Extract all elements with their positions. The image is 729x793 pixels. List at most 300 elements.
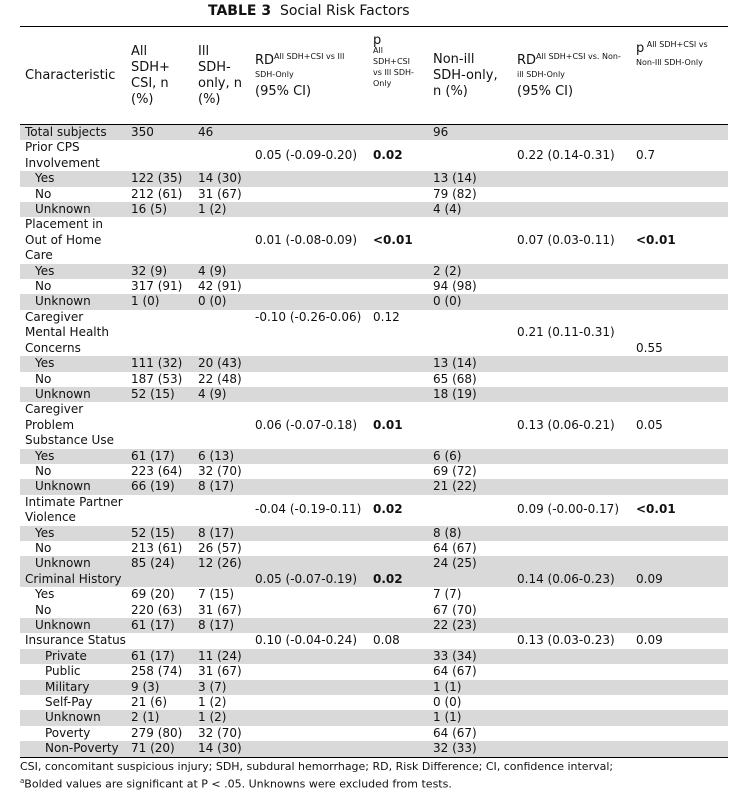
cell-p1: 0.08 xyxy=(373,633,400,648)
cell-rd1 xyxy=(250,187,368,202)
cell-all-sdh-csi: 16 (5) xyxy=(126,202,193,217)
row-label: Military xyxy=(20,680,126,695)
row-label: Yes xyxy=(20,526,126,541)
row-label: Yes xyxy=(20,356,126,371)
cell-ill-sdh-only: 4 (9) xyxy=(193,387,250,402)
cell-p2 xyxy=(631,449,728,464)
cell-rd2 xyxy=(512,464,631,479)
table-row-category xyxy=(20,125,728,141)
cell-rd2 xyxy=(512,202,631,217)
cell-all-sdh-csi: 85 (24) xyxy=(126,556,193,571)
cell-rd2 xyxy=(512,587,631,602)
cell-p1 xyxy=(368,202,428,217)
cell-ill-sdh-only: 11 (24) xyxy=(193,649,250,664)
table-title xyxy=(208,3,410,19)
cell-rd1 xyxy=(250,279,368,294)
cell-rd2 xyxy=(512,710,631,725)
table-row xyxy=(20,264,728,279)
cell-all-sdh-csi: 71 (20) xyxy=(126,741,193,757)
cell-rd2 xyxy=(512,649,631,664)
cell-all-sdh-csi xyxy=(126,140,193,171)
cell-rd1 xyxy=(250,618,368,633)
cell-nonill: 94 (98) xyxy=(433,279,477,294)
cell-rd1: 0.01 (-0.08-0.09) xyxy=(255,232,357,247)
cell-all-sdh-csi: 52 (15) xyxy=(126,526,193,541)
cell-all-sdh-csi: 279 (80) xyxy=(131,725,183,740)
cell-rd2 xyxy=(512,372,631,387)
table-row xyxy=(20,649,728,664)
table-row xyxy=(20,464,728,479)
header-p2: p $^{All SDH+CSI vs}$ Non-Ill SDH-Only xyxy=(631,27,728,125)
row-label: No xyxy=(35,186,52,201)
cell-nonill xyxy=(428,495,512,526)
cell-ill-sdh-only: 1 (2) xyxy=(193,202,250,217)
row-label: Unknown xyxy=(20,618,126,633)
cell-all-sdh-csi: 69 (20) xyxy=(131,587,175,602)
row-label: Yes xyxy=(20,171,126,186)
table-row xyxy=(20,680,728,695)
table-row-category xyxy=(20,572,728,587)
header-rd1: $RD^{All SDH+CSI}$ $^{vs Ill}$ SDH-Only (95% CI) xyxy=(250,27,368,125)
cell-rd1: 0.05 (-0.07-0.19) xyxy=(250,572,368,587)
cell-nonill: 0 (0) xyxy=(433,695,462,710)
table-number: TABLE 3 xyxy=(208,3,272,19)
table-row xyxy=(20,387,728,402)
cell-all-sdh-csi xyxy=(126,402,193,448)
table-row-category xyxy=(20,633,728,648)
cell-all-sdh-csi: 212 (61) xyxy=(131,186,183,201)
cell-p1 xyxy=(368,618,428,633)
cell-ill-sdh-only xyxy=(193,402,250,448)
cell-rd1 xyxy=(250,125,368,141)
table-row xyxy=(20,202,728,217)
table-row xyxy=(20,479,728,494)
cell-nonill: 96 xyxy=(428,125,512,141)
row-label: No xyxy=(35,540,52,555)
cell-p2 xyxy=(631,541,728,556)
table-row xyxy=(20,449,728,464)
table-row xyxy=(20,187,728,202)
table-row xyxy=(20,695,728,710)
cell-p1 xyxy=(368,356,428,371)
cell-all-sdh-csi: 52 (15) xyxy=(126,387,193,402)
cell-rd2 xyxy=(512,618,631,633)
cell-all-sdh-csi: 21 (6) xyxy=(131,695,168,710)
cell-p1 xyxy=(368,741,428,757)
cell-all-sdh-csi: 66 (19) xyxy=(126,479,193,494)
cell-rd1 xyxy=(250,664,368,679)
cell-p1 xyxy=(368,372,428,387)
cell-p1 xyxy=(368,526,428,541)
cell-p2 xyxy=(631,603,728,618)
cell-p2 xyxy=(631,387,728,402)
cell-ill-sdh-only: 1 (2) xyxy=(198,695,227,710)
cell-p2 xyxy=(631,680,728,695)
header-row xyxy=(20,27,728,125)
cell-p1 xyxy=(368,264,428,279)
header-ill-sdh-only: Ill SDH- only, n (%) xyxy=(193,27,250,125)
row-label: No xyxy=(35,279,52,294)
row-label: Public xyxy=(45,664,81,679)
cell-ill-sdh-only: 31 (67) xyxy=(198,664,242,679)
row-label: Total subjects xyxy=(20,125,126,141)
table-row xyxy=(20,279,728,294)
cell-ill-sdh-only: 32 (70) xyxy=(198,463,242,478)
cell-ill-sdh-only: 8 (17) xyxy=(193,618,250,633)
cell-ill-sdh-only: 32 (70) xyxy=(198,725,242,740)
cell-all-sdh-csi xyxy=(126,217,193,263)
cell-p2 xyxy=(631,264,728,279)
cell-ill-sdh-only: 14 (30) xyxy=(193,741,250,757)
cell-rd2 xyxy=(512,264,631,279)
cell-all-sdh-csi xyxy=(126,495,193,526)
cell-nonill: 22 (23) xyxy=(428,618,512,633)
cell-nonill: 18 (19) xyxy=(428,387,512,402)
cell-rd1 xyxy=(250,479,368,494)
cell-rd1 xyxy=(250,387,368,402)
cell-ill-sdh-only: 4 (9) xyxy=(193,264,250,279)
cell-nonill xyxy=(428,217,512,263)
cell-p2: 0.09 xyxy=(636,633,663,648)
cell-p2 xyxy=(631,187,728,202)
cell-all-sdh-csi xyxy=(126,572,193,587)
cell-p1: 0.01 xyxy=(373,417,403,432)
cell-p2 xyxy=(631,587,728,602)
header-rd2: $RD^{All SDH+CSI vs. Non-}$ ill SDH-Only (95% CI) xyxy=(512,27,631,125)
cell-all-sdh-csi xyxy=(126,310,193,356)
cell-ill-sdh-only xyxy=(193,310,250,356)
cell-rd1 xyxy=(250,710,368,725)
cell-p2 xyxy=(631,556,728,571)
table-row xyxy=(20,294,728,309)
cell-p1 xyxy=(368,464,428,479)
cell-rd1 xyxy=(250,202,368,217)
cell-p1 xyxy=(368,587,428,602)
cell-p1 xyxy=(368,695,428,710)
row-label: Placement in Out of Home Care xyxy=(25,217,104,263)
cell-nonill: 64 (67) xyxy=(433,664,477,679)
cell-all-sdh-csi: 317 (91) xyxy=(131,279,183,294)
footnote-abbreviations: CSI, concomitant suspicious injury; SDH, subdural hemorrhage; RD, Risk Difference; CI, confidence interval; xyxy=(20,760,614,773)
table-row xyxy=(20,726,728,741)
cell-rd2: 0.07 (0.03-0.11) xyxy=(517,232,615,247)
cell-rd2 xyxy=(512,171,631,186)
cell-nonill: 0 (0) xyxy=(428,294,512,309)
cell-rd1 xyxy=(250,464,368,479)
cell-nonill xyxy=(428,572,512,587)
cell-rd1 xyxy=(250,556,368,571)
cell-p2 xyxy=(631,202,728,217)
table-row xyxy=(20,587,728,602)
table-row xyxy=(20,710,728,725)
cell-p2: <0.01 xyxy=(636,502,676,517)
cell-all-sdh-csi: 111 (32) xyxy=(126,356,193,371)
cell-ill-sdh-only: 8 (17) xyxy=(193,526,250,541)
cell-ill-sdh-only: 42 (91) xyxy=(198,279,242,294)
cell-rd1 xyxy=(250,587,368,602)
cell-p2: 0.55 xyxy=(636,340,663,355)
row-label: Intimate Partner Violence xyxy=(25,494,123,525)
row-label: Criminal History xyxy=(20,572,126,587)
cell-rd2 xyxy=(512,526,631,541)
cell-p1: 0.02 xyxy=(373,502,403,517)
cell-p2: 0.09 xyxy=(631,572,728,587)
cell-rd2 xyxy=(512,387,631,402)
cell-all-sdh-csi xyxy=(126,633,193,648)
table-row xyxy=(20,356,728,371)
cell-rd1 xyxy=(250,726,368,741)
table-row xyxy=(20,618,728,633)
cell-p1 xyxy=(368,479,428,494)
cell-rd1: -0.04 (-0.19-0.11) xyxy=(255,502,362,517)
cell-nonill xyxy=(428,633,512,648)
table-row xyxy=(20,664,728,679)
cell-rd2 xyxy=(512,279,631,294)
cell-p2 xyxy=(631,279,728,294)
cell-p1 xyxy=(368,726,428,741)
cell-all-sdh-csi: 61 (17) xyxy=(126,618,193,633)
cell-p2 xyxy=(631,618,728,633)
cell-all-sdh-csi: 122 (35) xyxy=(126,171,193,186)
cell-rd2 xyxy=(512,556,631,571)
cell-rd2 xyxy=(512,680,631,695)
cell-rd1 xyxy=(250,171,368,186)
table-row xyxy=(20,603,728,618)
cell-p1 xyxy=(368,541,428,556)
cell-rd2: 0.22 (0.14-0.31) xyxy=(517,148,615,163)
cell-rd1 xyxy=(250,449,368,464)
cell-p1 xyxy=(368,279,428,294)
cell-all-sdh-csi: 1 (0) xyxy=(126,294,193,309)
row-label: Poverty xyxy=(45,725,91,740)
row-label: No xyxy=(35,463,52,478)
cell-rd2 xyxy=(512,664,631,679)
table-title-text: Social Risk Factors xyxy=(279,3,410,19)
cell-p2 xyxy=(631,664,728,679)
cell-rd1: 0.10 (-0.04-0.24) xyxy=(255,633,357,648)
cell-nonill: 79 (82) xyxy=(433,186,477,201)
table-row xyxy=(20,171,728,186)
cell-rd1 xyxy=(250,603,368,618)
cell-rd1 xyxy=(250,264,368,279)
row-label: Yes xyxy=(20,264,126,279)
table-row-category xyxy=(20,402,728,448)
cell-p2: 0.7 xyxy=(636,148,656,163)
cell-p1: <0.01 xyxy=(373,232,413,247)
cell-ill-sdh-only: 46 xyxy=(193,125,250,141)
cell-p1 xyxy=(368,710,428,725)
cell-nonill: 24 (25) xyxy=(428,556,512,571)
cell-rd2: 0.13 (0.03-0.23) xyxy=(517,633,615,648)
cell-rd2 xyxy=(512,741,631,757)
row-label: Unknown xyxy=(20,710,126,725)
row-label: Self-Pay xyxy=(45,695,93,710)
cell-p1 xyxy=(368,680,428,695)
header-all-sdh-csi: All SDH+ CSI, n (%) xyxy=(126,27,193,125)
cell-nonill xyxy=(428,140,512,171)
cell-p2 xyxy=(631,649,728,664)
cell-all-sdh-csi: 32 (9) xyxy=(126,264,193,279)
cell-nonill: 69 (72) xyxy=(433,463,477,478)
cell-nonill: 21 (22) xyxy=(428,479,512,494)
cell-rd2: 0.21 (0.11-0.31) xyxy=(517,325,615,340)
cell-p1 xyxy=(368,387,428,402)
cell-nonill: 64 (67) xyxy=(433,540,477,555)
cell-p2 xyxy=(631,726,728,741)
cell-rd2 xyxy=(512,479,631,494)
cell-all-sdh-csi: 220 (63) xyxy=(131,602,183,617)
table-row xyxy=(20,541,728,556)
cell-ill-sdh-only: 22 (48) xyxy=(198,371,242,386)
cell-rd1 xyxy=(250,372,368,387)
row-label: Unknown xyxy=(20,294,126,309)
cell-nonill: 1 (1) xyxy=(428,710,512,725)
cell-ill-sdh-only xyxy=(193,217,250,263)
cell-ill-sdh-only xyxy=(193,633,250,648)
row-label: Unknown xyxy=(20,202,126,217)
cell-p1 xyxy=(368,449,428,464)
row-label: Caregiver Mental Health Concerns xyxy=(25,309,109,355)
cell-rd1 xyxy=(250,695,368,710)
header-nonill: Non-ill SDH-only, n (%) xyxy=(428,27,512,125)
cell-p2 xyxy=(631,695,728,710)
cell-rd2 xyxy=(512,187,631,202)
cell-p1: 0.02 xyxy=(373,148,403,163)
cell-all-sdh-csi: 213 (61) xyxy=(131,540,183,555)
cell-nonill: 13 (14) xyxy=(428,356,512,371)
cell-all-sdh-csi: 350 xyxy=(126,125,193,141)
cell-rd2: 0.14 (0.06-0.23) xyxy=(512,572,631,587)
cell-p1 xyxy=(368,294,428,309)
cell-ill-sdh-only: 8 (17) xyxy=(193,479,250,494)
cell-p2 xyxy=(631,171,728,186)
table-row-category xyxy=(20,495,728,526)
cell-rd1 xyxy=(250,649,368,664)
cell-p1 xyxy=(368,187,428,202)
cell-rd1 xyxy=(250,741,368,757)
cell-p1 xyxy=(368,664,428,679)
cell-rd2: 0.09 (-0.00-0.17) xyxy=(517,502,619,517)
cell-rd2 xyxy=(512,294,631,309)
cell-rd1 xyxy=(250,526,368,541)
cell-nonill xyxy=(428,402,512,448)
table-row-category xyxy=(20,140,728,171)
cell-ill-sdh-only xyxy=(193,495,250,526)
cell-all-sdh-csi: 223 (64) xyxy=(131,463,183,478)
cell-all-sdh-csi: 2 (1) xyxy=(126,710,193,725)
cell-p2 xyxy=(631,526,728,541)
cell-rd2 xyxy=(512,726,631,741)
cell-p1 xyxy=(368,125,428,141)
social-risk-table xyxy=(20,26,728,758)
cell-p1 xyxy=(368,556,428,571)
row-label: No xyxy=(35,602,52,617)
cell-nonill: 67 (70) xyxy=(433,602,477,617)
cell-p2 xyxy=(631,710,728,725)
cell-rd1 xyxy=(250,356,368,371)
footnotes xyxy=(20,760,613,792)
table-row xyxy=(20,372,728,387)
row-label: Insurance Status xyxy=(25,633,126,648)
row-label: Caregiver Problem Substance Use xyxy=(25,402,114,448)
header-p1: p All SDH+CSI vs Ill SDH- Only xyxy=(368,27,428,125)
cell-all-sdh-csi: 61 (17) xyxy=(126,649,193,664)
cell-ill-sdh-only: 6 (13) xyxy=(193,449,250,464)
cell-p2 xyxy=(631,372,728,387)
cell-p2: <0.01 xyxy=(636,232,676,247)
row-label: Private xyxy=(20,649,126,664)
cell-nonill: 33 (34) xyxy=(428,649,512,664)
row-label: Yes xyxy=(20,449,126,464)
cell-ill-sdh-only: 0 (0) xyxy=(193,294,250,309)
cell-all-sdh-csi: 187 (53) xyxy=(131,371,183,386)
cell-p2: 0.05 xyxy=(636,417,663,432)
cell-p2 xyxy=(631,464,728,479)
row-label: No xyxy=(35,371,52,386)
cell-rd2 xyxy=(512,356,631,371)
cell-ill-sdh-only: 14 (30) xyxy=(193,171,250,186)
cell-p2 xyxy=(631,294,728,309)
cell-ill-sdh-only: 20 (43) xyxy=(193,356,250,371)
cell-p2 xyxy=(631,125,728,141)
cell-p2 xyxy=(631,479,728,494)
row-label: Unknown xyxy=(20,556,126,571)
cell-nonill: 6 (6) xyxy=(428,449,512,464)
cell-nonill: 64 (67) xyxy=(433,725,477,740)
cell-all-sdh-csi: 61 (17) xyxy=(126,449,193,464)
cell-rd2 xyxy=(512,695,631,710)
cell-rd2 xyxy=(512,603,631,618)
cell-p1 xyxy=(368,171,428,186)
cell-p1: 0.02 xyxy=(368,572,428,587)
cell-ill-sdh-only: 3 (7) xyxy=(193,680,250,695)
cell-p1 xyxy=(368,603,428,618)
cell-ill-sdh-only: 31 (67) xyxy=(198,602,242,617)
cell-rd1: 0.05 (-0.09-0.20) xyxy=(255,148,357,163)
cell-ill-sdh-only xyxy=(193,140,250,171)
cell-nonill: 65 (68) xyxy=(433,371,477,386)
cell-nonill: 13 (14) xyxy=(428,171,512,186)
cell-rd2 xyxy=(512,449,631,464)
cell-p2 xyxy=(631,356,728,371)
cell-rd1: -0.10 (-0.26-0.06) xyxy=(255,309,362,324)
cell-rd1 xyxy=(250,680,368,695)
row-label: Yes xyxy=(35,587,55,602)
cell-p2 xyxy=(631,741,728,757)
row-label: Prior CPS Involvement xyxy=(25,140,100,170)
table-row-category xyxy=(20,310,728,356)
cell-ill-sdh-only: 7 (15) xyxy=(198,587,235,602)
cell-nonill: 7 (7) xyxy=(433,587,462,602)
cell-ill-sdh-only xyxy=(193,572,250,587)
cell-rd1 xyxy=(250,294,368,309)
cell-ill-sdh-only: 31 (67) xyxy=(198,186,242,201)
cell-rd2: 0.13 (0.06-0.21) xyxy=(517,417,615,432)
cell-p1 xyxy=(368,649,428,664)
cell-rd2 xyxy=(512,125,631,141)
cell-all-sdh-csi: 9 (3) xyxy=(126,680,193,695)
cell-rd1: 0.06 (-0.07-0.18) xyxy=(255,417,357,432)
row-label: Unknown xyxy=(20,479,126,494)
cell-ill-sdh-only: 12 (26) xyxy=(193,556,250,571)
row-label: Non-Poverty xyxy=(20,741,126,757)
cell-ill-sdh-only: 1 (2) xyxy=(193,710,250,725)
cell-nonill: 2 (2) xyxy=(428,264,512,279)
footnote-significance: $^a$Bolded values are significant at P < .05. Unknowns were excluded from tests. xyxy=(20,777,452,791)
cell-p1: 0.12 xyxy=(373,309,400,324)
row-label: Unknown xyxy=(20,387,126,402)
cell-all-sdh-csi: 258 (74) xyxy=(131,664,183,679)
